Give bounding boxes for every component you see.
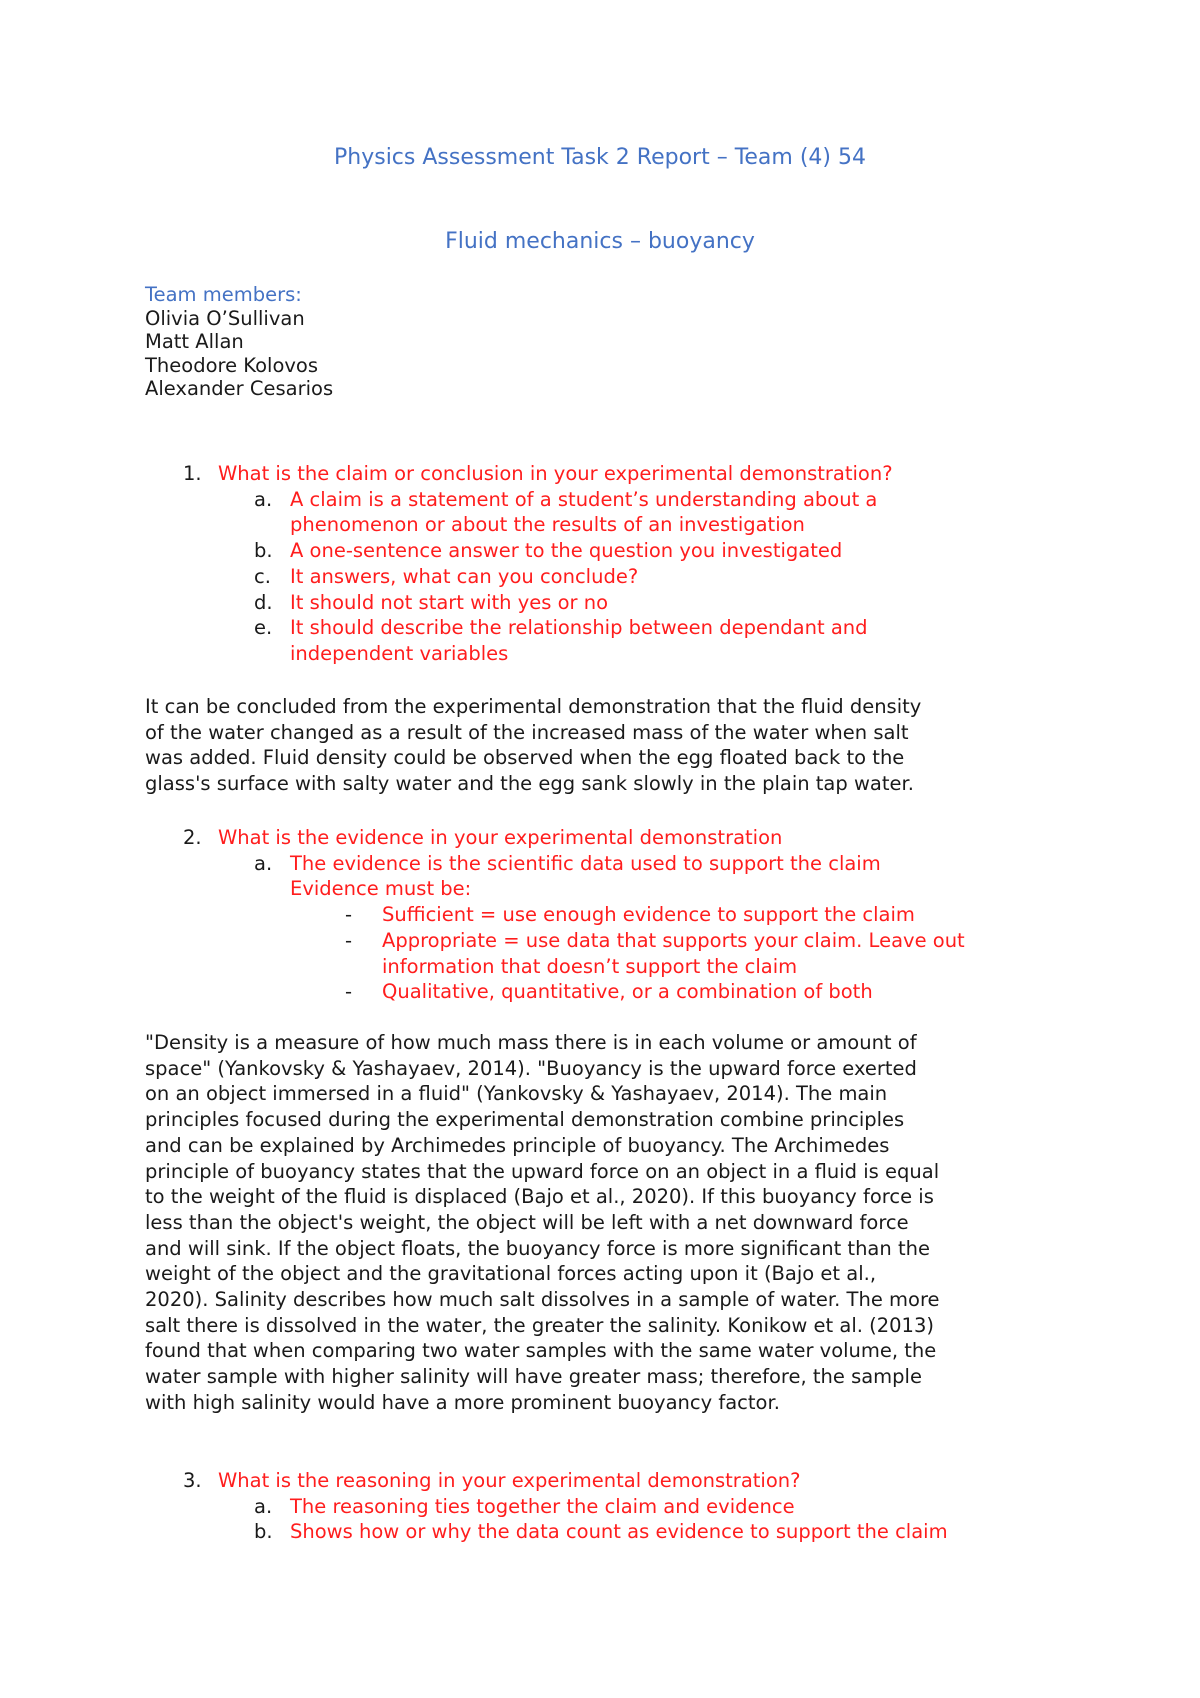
- list-item: d. It should not start with yes or no: [254, 590, 609, 614]
- question-1: [145, 461, 1065, 667]
- list-item: a. The reasoning ties together the claim and evidence: [254, 1494, 795, 1518]
- team-members: [145, 283, 333, 401]
- question-number: 3.: [183, 1469, 202, 1492]
- team-members-label: Team members:: [145, 283, 302, 306]
- team-member: Theodore Kolovos: [145, 353, 319, 377]
- question-number: 2.: [183, 826, 202, 849]
- team-member: Matt Allan: [145, 330, 244, 353]
- question-text: What is the reasoning in your experimental demonstration?: [218, 1469, 801, 1492]
- document-title: Physics Assessment Task 2 Report – Team (4) 54: [334, 145, 866, 170]
- answer-2: "Density is a measure of how much mass there is in each volume or amount of space" (Yankovsky & Yashayaev, 2014). "Buoyancy is the upward force exerted on an object immersed in a fluid" (Yankovsky & Yashayaev, 2014). The main principles focused during the experimental demonstration combine principles and can be explained by Archimedes principle of buoyancy. The Archimedes principle of buoyancy states that the upward force on an object in a fluid is equal to the weight of the fluid is displaced (Bajo et al., 2020). If this buoyancy force is less than the object's weight, the object will be left with a net downward force and will sink. If the object floats, the buoyancy force is more significant than the weight of the object and the gravitational forces acting upon it (Bajo et al., 2020). Salinity describes how much salt dissolves in a sample of water. The more salt there is dissolved in the water, the greater the salinity. Konikow et al. (2013) found that when comparing two water samples with the same water volume, the water sample with higher salinity will have greater mass; therefore, the sample with high salinity would have a more prominent buoyancy factor.: [145, 1031, 940, 1414]
- list-item: c. It answers, what can you conclude?: [254, 564, 639, 588]
- evidence-must-be: Evidence must be:: [290, 877, 472, 901]
- question-text: What is the evidence in your experimental demonstration: [218, 826, 783, 849]
- team-member: Alexander Cesarios: [145, 377, 334, 400]
- list-item: - Appropriate = use data that supports your claim. Leave out information that doesn’t support the claim: [345, 928, 965, 978]
- team-member: Olivia O’Sullivan: [145, 306, 305, 330]
- list-item: e. It should describe the relationship between dependant and independent variables: [254, 616, 868, 665]
- question-2: [145, 825, 1065, 1005]
- question-3: [145, 1468, 1065, 1545]
- answer-1: It can be concluded from the experimental demonstration that the fluid density of the water changed as a result of the increased mass of the water when salt was added. Fluid density could be observed when the egg floated back to the glass's surface with salty water and the egg sank slowly in the plain tap water.: [145, 695, 922, 796]
- question-number: 1.: [183, 462, 202, 485]
- list-item: a. The evidence is the scientific data used to support the claim: [254, 851, 881, 875]
- list-item: b. Shows how or why the data count as evidence to support the claim: [254, 1520, 948, 1544]
- document-subtitle: Fluid mechanics – buoyancy: [445, 229, 755, 254]
- list-item: - Sufficient = use enough evidence to support the claim: [345, 903, 915, 927]
- list-item: a. A claim is a statement of a student’s understanding about a phenomenon or about the results of an investigation: [254, 487, 878, 537]
- list-item: b. A one-sentence answer to the question you investigated: [254, 539, 843, 563]
- list-item: - Qualitative, quantitative, or a combination of both: [345, 980, 873, 1004]
- question-text: What is the claim or conclusion in your experimental demonstration?: [218, 462, 893, 485]
